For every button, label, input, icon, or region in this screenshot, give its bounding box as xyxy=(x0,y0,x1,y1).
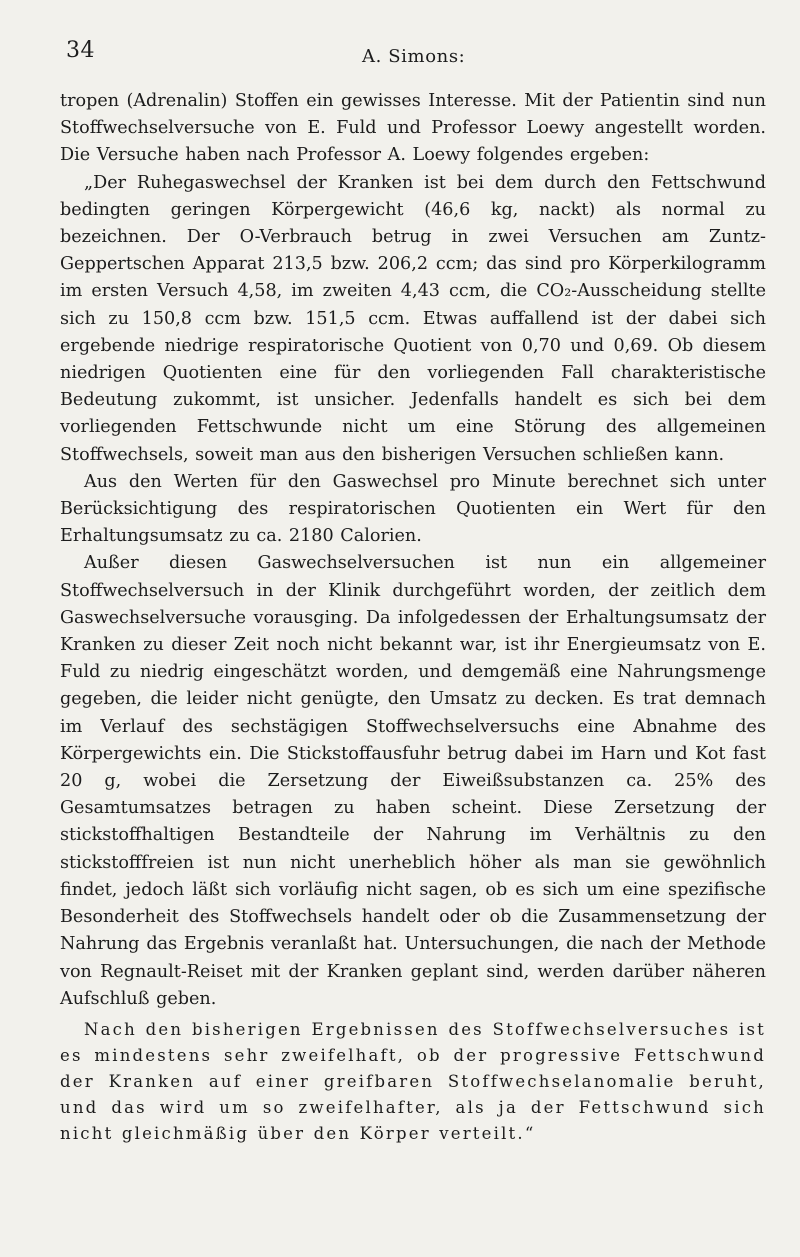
page-header xyxy=(66,38,760,68)
running-head: A. Simons: xyxy=(362,46,466,67)
paragraph-5-spaced: Nach den bisherigen Ergebnissen des Stoffwechselversuches ist es mindestens sehr zweifelhaft, ob der progressive Fettschwund der Kranken auf einer greifbaren Stoffwechselanomalie beruht, und das wird um so zweifelhafter, als ja der Fettschwund sich nicht gleichmäßig über den Körper verteilt.“ xyxy=(60,1019,766,1143)
paragraph-4: Außer diesen Gaswechselversuchen ist nun ein allgemeiner Stoffwechselversuch in der Klinik durchgeführt worden, der zeitlich dem Gaswechselversuche vorausging. Da infolgedessen der Erhaltungsumsatz der Kranken zu dieser Zeit noch nicht bekannt war, ist ihr Energieumsatz von E. Fuld zu niedrig eingeschätzt worden, und demgemäß eine Nahrungsmenge gegeben, die leider nicht genügte, den Umsatz zu decken. Es trat demnach im Verlauf des sechstägigen Stoffwechselversuchs eine Abnahme des Körpergewichts ein. Die Stickstoffausfuhr betrug dabei im Harn und Kot fast 20 g, wobei die Zersetzung der Eiweißsubstanzen ca. 25% des Gesamtumsatzes betragen zu haben scheint. Diese Zersetzung der stickstoffhaltigen Bestandteile der Nahrung im Verhältnis zu den stickstofffreien ist nun nicht unerheblich höher als man sie gewöhnlich findet, jedoch läßt sich vorläufig nicht sagen, ob es sich um eine spezifische Besonderheit des Stoffwechsels handelt oder ob die Zusammensetzung der Nahrung das Ergebnis veranlaßt hat. Untersuchungen, die nach der Methode von Regnault-Reiset mit der Kranken geplant sind, werden darüber näheren Aufschluß geben. xyxy=(60,553,766,1009)
paragraph-1: tropen (Adrenalin) Stoffen ein gewisses Interesse. Mit der Patientin sind nun Stoffwechselversuche von E. Fuld und Professor Loewy angestellt worden. Die Versuche haben nach Professor A. Loewy folgendes ergeben: xyxy=(60,91,766,166)
body-text xyxy=(60,88,766,1147)
paragraph-2-quote: „Der Ruhegaswechsel der Kranken ist bei dem durch den Fettschwund bedingten geringen Körpergewicht (46,6 kg, nackt) als normal zu bezeichnen. Der O-Verbrauch betrug in zwei Versuchen am Zuntz-Geppertschen Apparat 213,5 bzw. 206,2 ccm; das sind pro Körperkilogramm im ersten Versuch 4,58, im zweiten 4,43 ccm, die CO₂-Ausscheidung stellte sich zu 150,8 ccm bzw. 151,5 ccm. Etwas auffallend ist der dabei sich ergebende niedrige respiratorische Quotient von 0,70 und 0,69. Ob diesem niedrigen Quotienten eine für den vorliegenden Fall charakteristische Bedeutung zukommt, ist unsicher. Jedenfalls handelt es sich bei dem vorliegenden Fettschwunde nicht um eine Störung des allgemeinen Stoffwechsels, soweit man aus den bisherigen Versuchen schließen kann. xyxy=(60,172,766,465)
page-number: 34 xyxy=(66,38,95,63)
paragraph-3: Aus den Werten für den Gaswechsel pro Minute berechnet sich unter Berücksichtigung des respiratorischen Quotienten ein Wert für den Erhaltungsumsatz zu ca. 2180 Calorien. xyxy=(60,471,766,547)
